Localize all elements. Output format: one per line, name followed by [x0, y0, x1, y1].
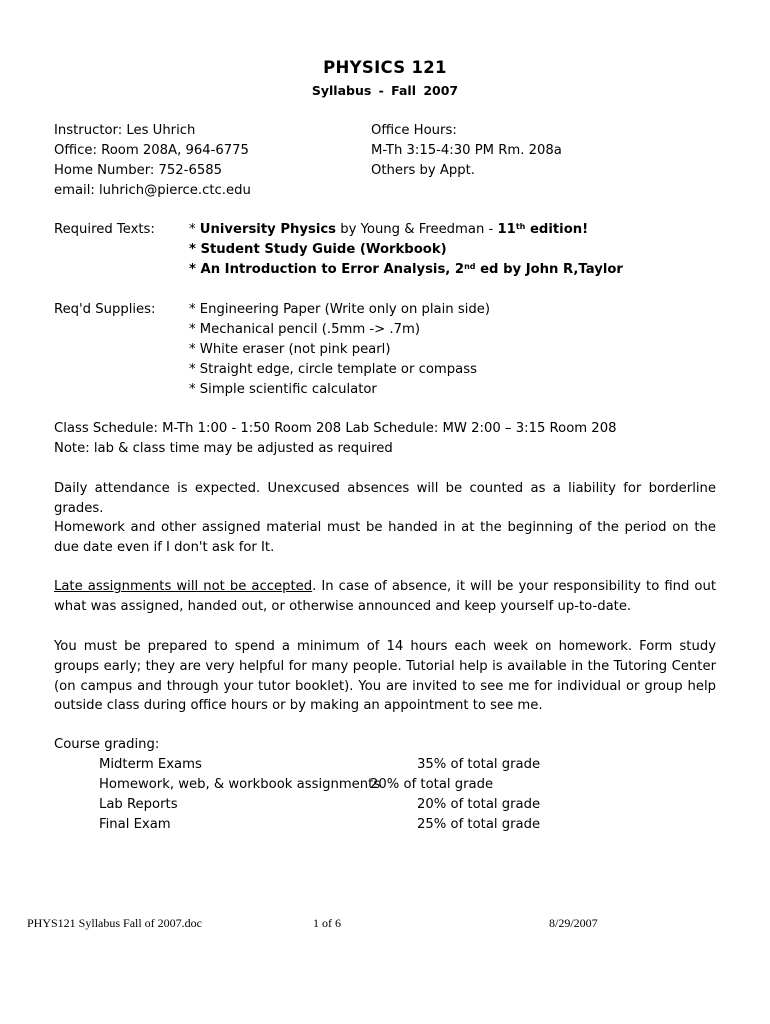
grading-weight: 20% of total grade: [370, 777, 494, 792]
document-title: PHYSICS 121: [323, 58, 447, 77]
class-schedule: Class Schedule: M-Th 1:00 - 1:50 Room 208 Lab Schedule: MW 2:00 – 3:15 Room 208: [54, 421, 617, 436]
late-policy-text: . In case of absence, it will be your responsibility to find out what was assigned, handed out, or otherwise announced and keep yourself up-to-date.: [54, 579, 717, 614]
text-item-title: University Physics: [199, 222, 337, 237]
instructor-email: email: luhrich@pierce.ctc.edu: [54, 183, 251, 198]
grading-item: Final Exam: [99, 817, 171, 832]
grading-weight: 35% of total grade: [417, 757, 541, 772]
grading-item: Lab Reports: [99, 797, 178, 812]
schedule-note: Note: lab & class time may be adjusted as required: [54, 441, 393, 456]
supply-item: * White eraser (not pink pearl): [189, 342, 391, 357]
text-item-prefix: *: [189, 222, 200, 237]
office-hours-label: Office Hours:: [371, 123, 457, 138]
text-item-authors: by Young & Freedman -: [336, 222, 498, 237]
late-policy-emphasis: Late assignments will not be accepted: [54, 579, 313, 594]
required-texts-label: Required Texts:: [54, 222, 155, 237]
grading-weight: 20% of total grade: [417, 797, 541, 812]
supply-item: * Simple scientific calculator: [189, 382, 377, 397]
text-item-edition-suffix: edition!: [525, 222, 589, 237]
text-item-edition-number: 11: [497, 222, 516, 237]
document-subtitle: Syllabus - Fall 2007: [311, 83, 459, 98]
supply-item: * Engineering Paper (Write only on plain side): [189, 302, 490, 317]
homework-paragraph: Homework and other assigned material must be handed in at the beginning of the period on the due date even if I don't ask for It.: [54, 520, 716, 555]
required-text-item: [189, 261, 623, 278]
footer-filename: PHYS121 Syllabus Fall of 2007.doc: [27, 916, 203, 930]
grading-label: Course grading:: [54, 737, 160, 752]
office-hours-other: Others by Appt.: [371, 163, 475, 178]
footer-date: 8/29/2007: [549, 916, 598, 930]
office-hours-times: M-Th 3:15-4:30 PM Rm. 208a: [371, 143, 562, 158]
grading-weight: 25% of total grade: [417, 817, 541, 832]
footer-page-number: 1 of 6: [313, 916, 341, 930]
supplies-label: Req'd Supplies:: [54, 302, 156, 317]
text-item-edition-sup: th: [515, 222, 526, 231]
required-text-item: * Student Study Guide (Workbook): [189, 242, 447, 257]
attendance-paragraph: Daily attendance is expected. Unexcused absences will be counted as a liability for borderline grades.: [54, 481, 716, 516]
required-text-item: [189, 221, 588, 238]
late-policy-paragraph: [54, 577, 716, 617]
instructor-office: Office: Room 208A, 964-6775: [54, 143, 249, 158]
instructor-name: Instructor: Les Uhrich: [54, 123, 196, 138]
supply-item: * Mechanical pencil (.5mm -> .7m): [189, 322, 420, 337]
supply-item: * Straight edge, circle template or compass: [189, 362, 477, 377]
instructor-home-number: Home Number: 752-6585: [54, 163, 223, 178]
grading-item: Homework, web, & workbook assignments: [99, 777, 381, 792]
text-item-edition-sup: nd: [464, 262, 476, 271]
grading-item: Midterm Exams: [99, 757, 202, 772]
text-item-title: * An Introduction to Error Analysis, 2: [189, 262, 465, 277]
study-paragraph: You must be prepared to spend a minimum of 14 hours each week on homework. Form study groups early; they are very helpful for many people. Tutorial help is available in the Tutoring Center (on campus and through your tutor booklet). You are invited to see me for individual or group help outside class during office hours or by making an appointment to see me.: [54, 639, 716, 714]
text-item-author: ed by John R,Taylor: [475, 262, 623, 277]
